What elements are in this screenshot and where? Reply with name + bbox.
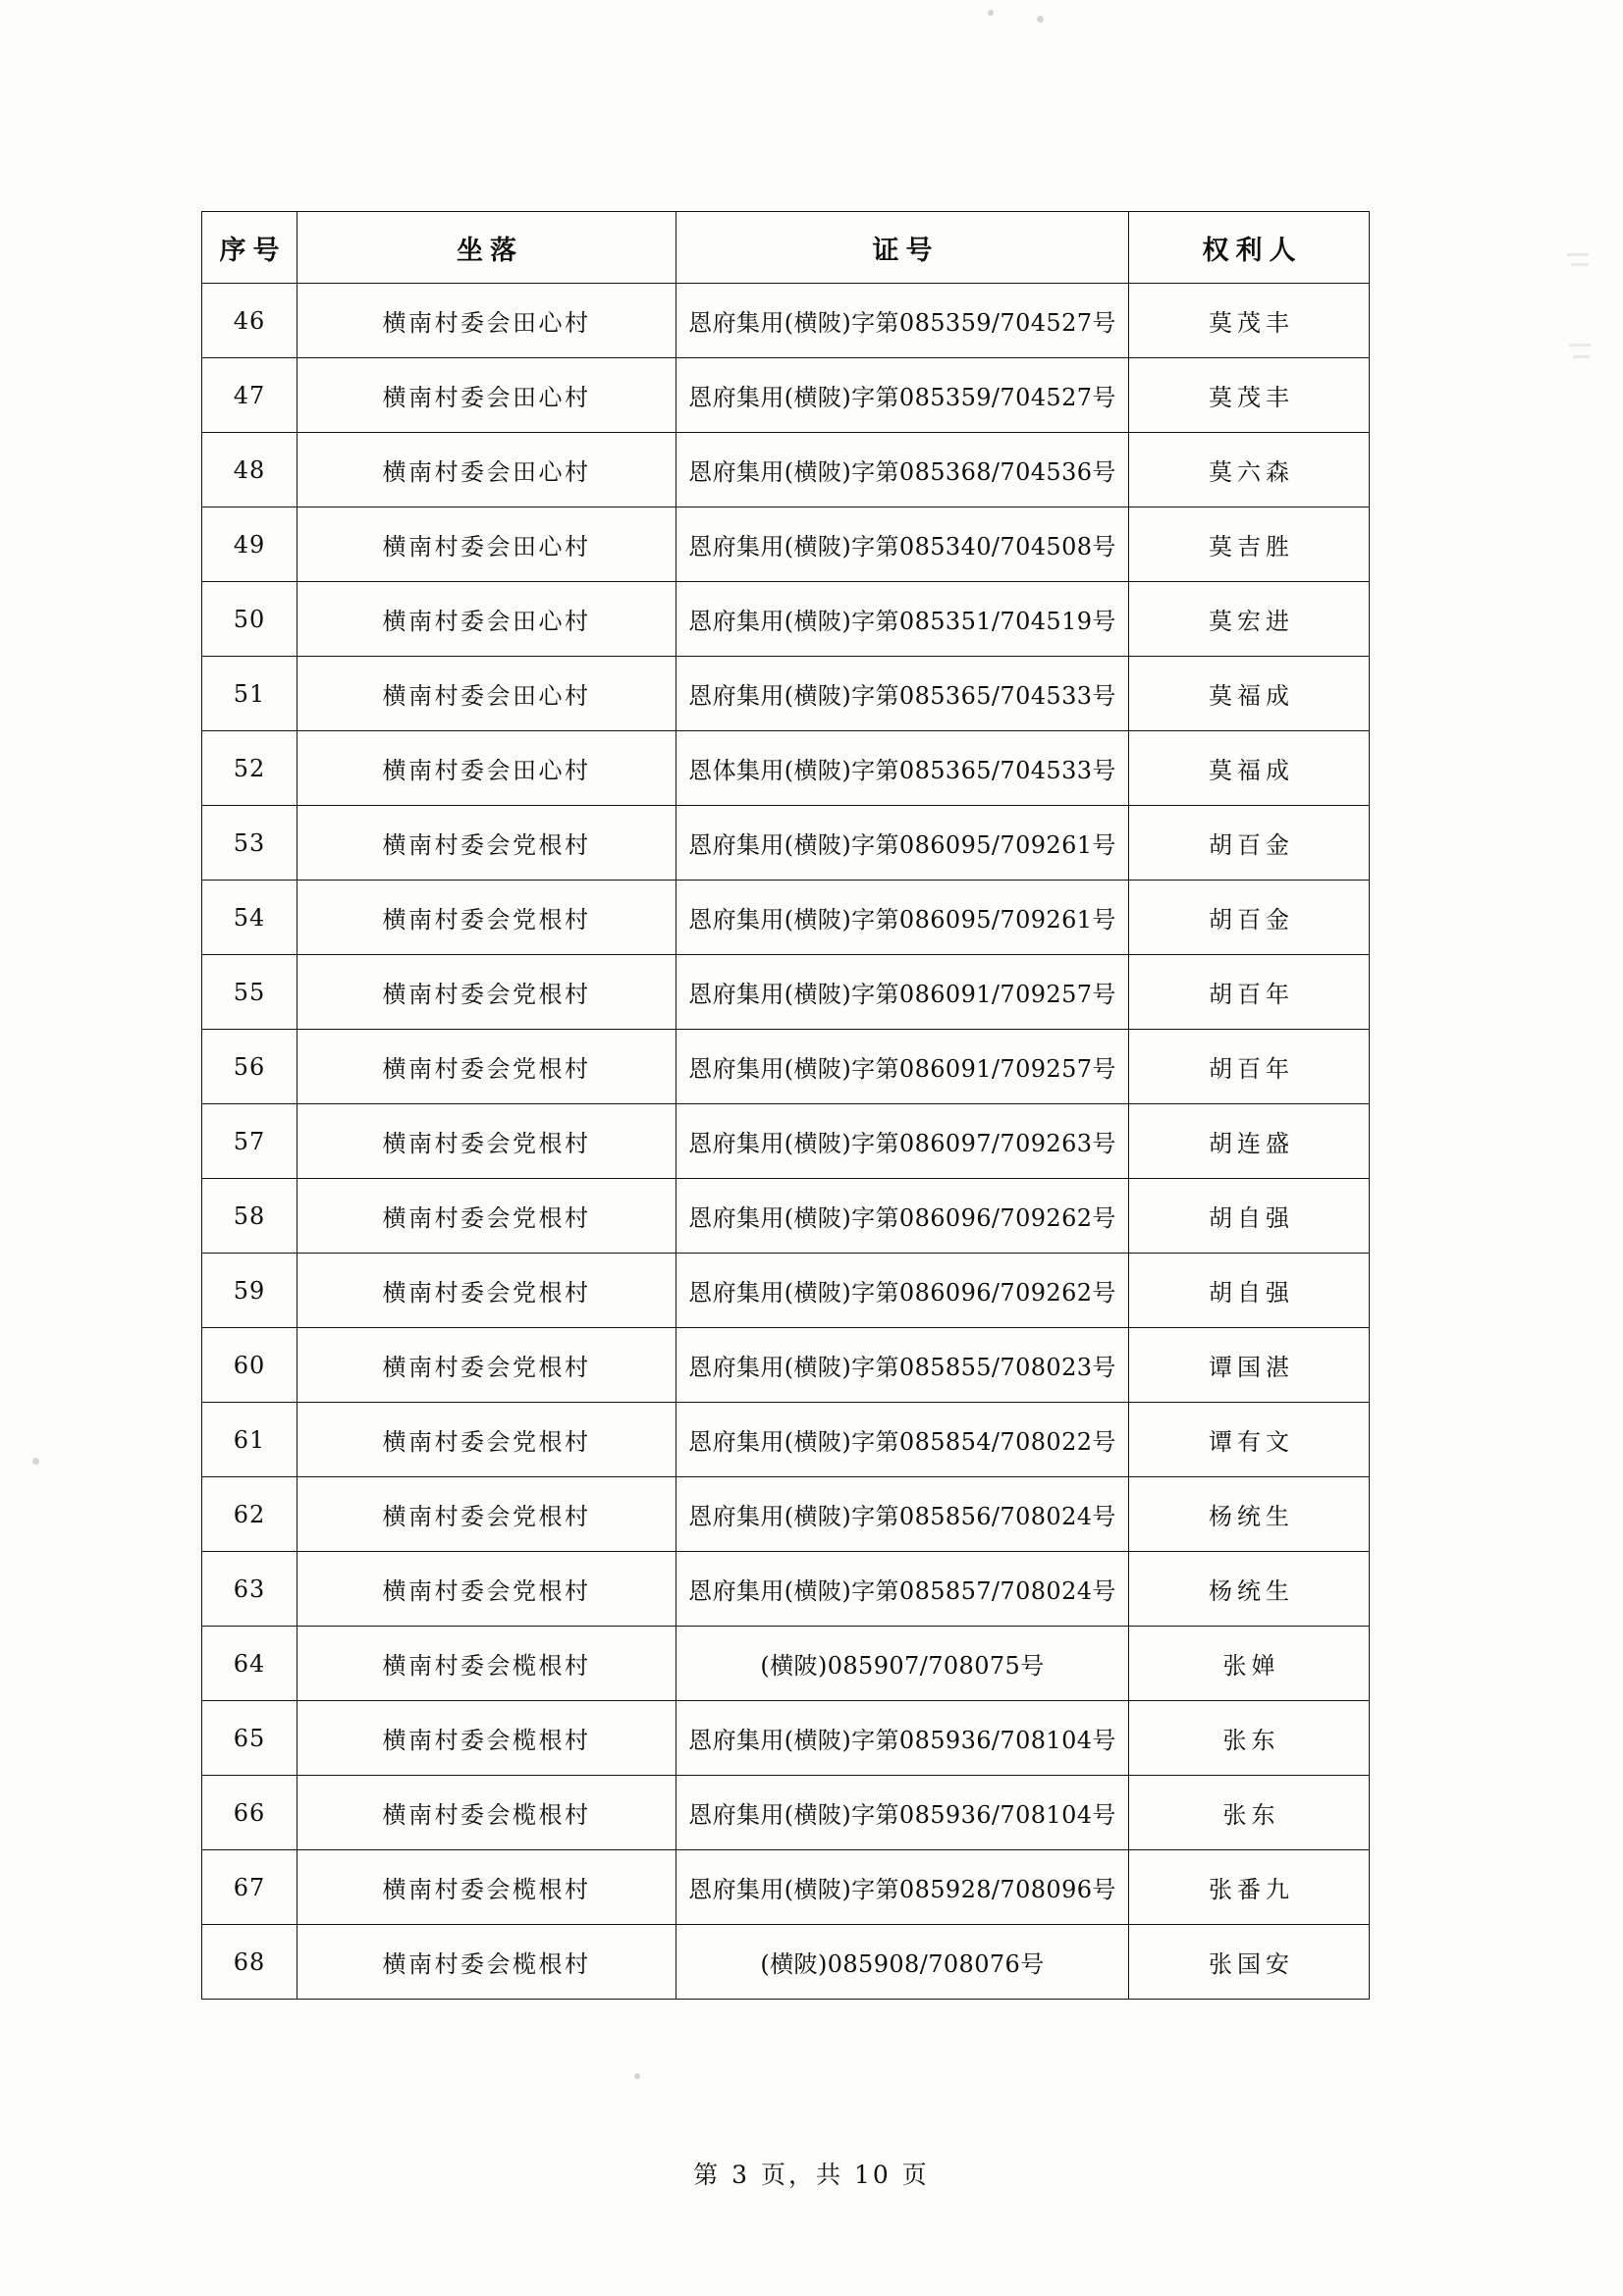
table-row <box>202 1179 1370 1254</box>
table-row <box>202 1850 1370 1925</box>
table-row <box>202 1030 1370 1104</box>
table-row <box>202 657 1370 731</box>
cell-location: 横南村委会田心村 <box>298 507 676 582</box>
cell-index: 53 <box>202 806 298 881</box>
cell-owner: 杨统生 <box>1129 1552 1370 1627</box>
cell-index: 67 <box>202 1850 298 1925</box>
cell-cert: 恩府集用(横陂)字第086091/709257号 <box>676 955 1129 1030</box>
cell-owner: 胡百金 <box>1129 881 1370 955</box>
cell-owner: 胡百金 <box>1129 806 1370 881</box>
cell-index: 63 <box>202 1552 298 1627</box>
cell-index: 48 <box>202 433 298 507</box>
cell-index: 47 <box>202 358 298 433</box>
cell-cert: 恩府集用(横陂)字第085340/704508号 <box>676 507 1129 582</box>
cell-owner: 谭有文 <box>1129 1403 1370 1477</box>
table-row <box>202 731 1370 806</box>
registry-table-container <box>201 211 1365 2000</box>
cell-location: 横南村委会党根村 <box>298 806 676 881</box>
scan-artifact <box>1567 253 1589 256</box>
cell-index: 46 <box>202 284 298 358</box>
table-row <box>202 433 1370 507</box>
table-row <box>202 1403 1370 1477</box>
cell-location: 横南村委会党根村 <box>298 1552 676 1627</box>
cell-location: 横南村委会田心村 <box>298 358 676 433</box>
cell-cert: 恩府集用(横陂)字第085351/704519号 <box>676 582 1129 657</box>
column-header-index: 序号 <box>202 212 298 284</box>
cell-owner: 胡百年 <box>1129 955 1370 1030</box>
table-row <box>202 955 1370 1030</box>
cell-cert: 恩府集用(横陂)字第086095/709261号 <box>676 881 1129 955</box>
cell-index: 62 <box>202 1477 298 1552</box>
cell-index: 66 <box>202 1776 298 1850</box>
cell-owner: 谭国湛 <box>1129 1328 1370 1403</box>
table-row <box>202 1254 1370 1328</box>
cell-owner: 张东 <box>1129 1701 1370 1776</box>
table-row <box>202 1701 1370 1776</box>
cell-location: 横南村委会田心村 <box>298 433 676 507</box>
table-row <box>202 881 1370 955</box>
cell-index: 64 <box>202 1627 298 1701</box>
table-header-row <box>202 212 1370 284</box>
cell-index: 54 <box>202 881 298 955</box>
cell-owner: 莫宏进 <box>1129 582 1370 657</box>
cell-index: 51 <box>202 657 298 731</box>
cell-owner: 莫六森 <box>1129 433 1370 507</box>
table-row <box>202 507 1370 582</box>
cell-cert: 恩府集用(横陂)字第086096/709262号 <box>676 1254 1129 1328</box>
cell-cert: 恩府集用(横陂)字第085368/704536号 <box>676 433 1129 507</box>
cell-owner: 胡连盛 <box>1129 1104 1370 1179</box>
cell-index: 61 <box>202 1403 298 1477</box>
cell-location: 横南村委会田心村 <box>298 731 676 806</box>
cell-cert: 恩府集用(横陂)字第086091/709257号 <box>676 1030 1129 1104</box>
cell-location: 横南村委会榄根村 <box>298 1701 676 1776</box>
cell-location: 横南村委会党根村 <box>298 881 676 955</box>
cell-location: 横南村委会榄根村 <box>298 1850 676 1925</box>
table-row <box>202 1925 1370 2000</box>
table-row <box>202 806 1370 881</box>
cell-cert: 恩府集用(横陂)字第085855/708023号 <box>676 1328 1129 1403</box>
column-header-owner: 权利人 <box>1129 212 1370 284</box>
cell-location: 横南村委会田心村 <box>298 284 676 358</box>
cell-location: 横南村委会榄根村 <box>298 1776 676 1850</box>
table-row <box>202 582 1370 657</box>
cell-location: 横南村委会党根村 <box>298 1477 676 1552</box>
cell-index: 49 <box>202 507 298 582</box>
cell-index: 68 <box>202 1925 298 2000</box>
cell-owner: 莫福成 <box>1129 657 1370 731</box>
cell-owner: 张番九 <box>1129 1850 1370 1925</box>
table-row <box>202 1477 1370 1552</box>
cell-cert: 恩府集用(横陂)字第085854/708022号 <box>676 1403 1129 1477</box>
cell-cert: (横陂)085908/708076号 <box>676 1925 1129 2000</box>
cell-owner: 莫吉胜 <box>1129 507 1370 582</box>
cell-owner: 杨统生 <box>1129 1477 1370 1552</box>
table-body <box>202 284 1370 2000</box>
cell-cert: 恩府集用(横陂)字第085365/704533号 <box>676 657 1129 731</box>
cell-location: 横南村委会党根村 <box>298 1254 676 1328</box>
column-header-location: 坐落 <box>298 212 676 284</box>
cell-owner: 莫茂丰 <box>1129 358 1370 433</box>
cell-index: 55 <box>202 955 298 1030</box>
cell-location: 横南村委会榄根村 <box>298 1627 676 1701</box>
scan-artifact <box>634 2073 640 2079</box>
cell-cert: 恩府集用(横陂)字第085359/704527号 <box>676 358 1129 433</box>
cell-owner: 张国安 <box>1129 1925 1370 2000</box>
cell-cert: 恩府集用(横陂)字第085936/708104号 <box>676 1701 1129 1776</box>
cell-cert: 恩府集用(横陂)字第086095/709261号 <box>676 806 1129 881</box>
scan-artifact <box>1573 355 1590 358</box>
column-header-cert: 证号 <box>676 212 1129 284</box>
cell-cert: 恩体集用(横陂)字第085365/704533号 <box>676 731 1129 806</box>
cell-location: 横南村委会党根村 <box>298 1104 676 1179</box>
table-row <box>202 1328 1370 1403</box>
cell-cert: 恩府集用(横陂)字第086097/709263号 <box>676 1104 1129 1179</box>
cell-index: 52 <box>202 731 298 806</box>
cell-owner: 张婵 <box>1129 1627 1370 1701</box>
cell-index: 56 <box>202 1030 298 1104</box>
scan-artifact <box>1571 263 1589 266</box>
cell-location: 横南村委会榄根村 <box>298 1925 676 2000</box>
table-row <box>202 284 1370 358</box>
scan-artifact <box>1569 344 1591 347</box>
cell-owner: 莫茂丰 <box>1129 284 1370 358</box>
cell-owner: 胡自强 <box>1129 1254 1370 1328</box>
cell-owner: 张东 <box>1129 1776 1370 1850</box>
cell-owner: 胡自强 <box>1129 1179 1370 1254</box>
cell-owner: 莫福成 <box>1129 731 1370 806</box>
cell-index: 50 <box>202 582 298 657</box>
cell-location: 横南村委会田心村 <box>298 657 676 731</box>
cell-cert: 恩府集用(横陂)字第085928/708096号 <box>676 1850 1129 1925</box>
cell-location: 横南村委会党根村 <box>298 1030 676 1104</box>
cell-location: 横南村委会党根村 <box>298 1179 676 1254</box>
table-header <box>202 212 1370 284</box>
cell-index: 59 <box>202 1254 298 1328</box>
cell-index: 57 <box>202 1104 298 1179</box>
cell-index: 60 <box>202 1328 298 1403</box>
cell-owner: 胡百年 <box>1129 1030 1370 1104</box>
table-row <box>202 1776 1370 1850</box>
table-row <box>202 1104 1370 1179</box>
cell-location: 横南村委会党根村 <box>298 955 676 1030</box>
table-row <box>202 1552 1370 1627</box>
cell-cert: 恩府集用(横陂)字第085857/708024号 <box>676 1552 1129 1627</box>
cell-location: 横南村委会田心村 <box>298 582 676 657</box>
cell-cert: 恩府集用(横陂)字第085856/708024号 <box>676 1477 1129 1552</box>
registry-table <box>201 211 1370 2000</box>
cell-cert: (横陂)085907/708075号 <box>676 1627 1129 1701</box>
page-footer: 第 3 页，共 10 页 <box>693 2161 930 2189</box>
scan-artifact <box>988 10 994 16</box>
scan-artifact <box>1037 16 1044 23</box>
table-row <box>202 358 1370 433</box>
cell-index: 58 <box>202 1179 298 1254</box>
cell-location: 横南村委会党根村 <box>298 1328 676 1403</box>
cell-cert: 恩府集用(横陂)字第085359/704527号 <box>676 284 1129 358</box>
cell-cert: 恩府集用(横陂)字第085936/708104号 <box>676 1776 1129 1850</box>
cell-index: 65 <box>202 1701 298 1776</box>
scan-artifact <box>32 1458 39 1465</box>
cell-location: 横南村委会党根村 <box>298 1403 676 1477</box>
table-row <box>202 1627 1370 1701</box>
cell-cert: 恩府集用(横陂)字第086096/709262号 <box>676 1179 1129 1254</box>
